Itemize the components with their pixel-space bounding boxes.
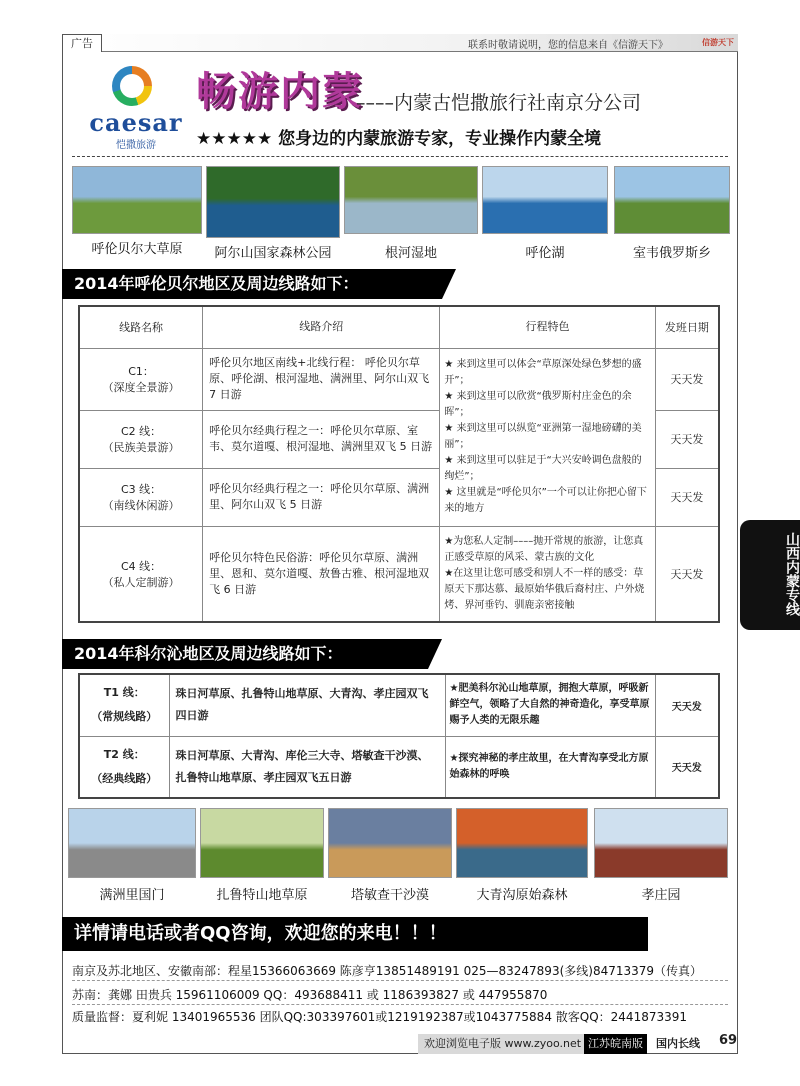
route-code: C3 线： xyxy=(120,483,162,496)
photo-arxan-forest-park xyxy=(206,166,340,238)
table-row xyxy=(79,736,719,798)
feature-item: ★ 来到这里可以欣赏“俄罗斯村庄金色的余晖”； xyxy=(444,391,632,418)
route-type: （私人定制游） xyxy=(102,575,180,589)
route-name-cell xyxy=(79,526,203,622)
route-intro: 呼伦贝尔地区南线+北线行程： 呼伦贝尔草原、呼伦湖、根河湿地、满洲里、阿尔山双飞 7 日游 xyxy=(203,348,440,410)
route-features-shared xyxy=(440,348,655,526)
photo-tamin-desert xyxy=(328,808,452,878)
photo-hulunbuir-grassland xyxy=(72,166,202,234)
route-type: （南线休闲游） xyxy=(102,499,180,512)
tagline: ★★★★★ 您身边的内蒙旅游专家，专业操作内蒙全境 xyxy=(196,129,602,149)
route-type: （常规线路） xyxy=(91,710,158,724)
photo-shiwei-village xyxy=(614,166,730,234)
contact-line-sunan: 苏南：龚娜 田贵兵 15961106009 QQ：493688411 或 1186393827 或 447955870 xyxy=(72,988,548,1002)
caesar-logo xyxy=(86,64,186,151)
source-note: 联系时敬请说明，您的信息来自《信游天下》 xyxy=(468,40,668,51)
route-name-cell xyxy=(79,468,203,526)
caption-genhe-wetland: 根河湿地 xyxy=(384,246,437,261)
table-header-row xyxy=(79,306,719,348)
horqin-routes-table xyxy=(78,673,720,799)
logo-wordmark: caesar xyxy=(89,108,183,137)
departure-date: 天天发 xyxy=(655,736,719,798)
contact-divider xyxy=(72,1004,728,1005)
top-header-bar xyxy=(62,34,738,52)
route-features-c4 xyxy=(440,526,655,622)
feature-item: ★为您私人定制––––抛开常规的旅游，让您真正感受草原的风采、蒙古族的文化 xyxy=(444,535,644,563)
photo-zalute-grassland xyxy=(200,808,324,878)
col-header-features: 行程特色 xyxy=(440,306,655,348)
route-name-cell xyxy=(79,348,203,410)
route-name-cell xyxy=(79,674,169,736)
route-intro: 珠日河草原、大青沟、库伦三大寺、塔敏查干沙漠、扎鲁特山地草原、孝庄园双飞五日游 xyxy=(169,736,445,798)
route-intro: 呼伦贝尔特色民俗游：呼伦贝尔草原、满洲里、恩和、莫尔道嘎、敖鲁古雅、根河湿地双飞 6 日游 xyxy=(203,526,440,622)
caption-shiwei-village: 室韦俄罗斯乡 xyxy=(632,246,711,261)
table-row xyxy=(79,674,719,736)
route-type: （经典线路） xyxy=(91,771,158,785)
footer-edition: 江苏皖南版 xyxy=(584,1034,647,1054)
main-title: 畅游内蒙 xyxy=(196,69,364,115)
route-type: （深度全景游） xyxy=(102,381,180,394)
company-name: ––––内蒙古恺撒旅行社南京分公司 xyxy=(356,92,642,114)
photo-genhe-wetland xyxy=(344,166,478,234)
feature-item: ★ 来到这里可以体会“草原深处绿色梦想的盛开”； xyxy=(444,359,642,386)
col-header-departure: 发班日期 xyxy=(655,306,719,348)
table-row xyxy=(79,348,719,410)
photo-daqinggou-forest xyxy=(456,808,588,878)
departure-date: 天天发 xyxy=(655,348,719,410)
logo-cn-name: 恺撒旅游 xyxy=(116,140,156,151)
route-intro: 呼伦贝尔经典行程之一：呼伦贝尔草原、室韦、莫尔道嘎、根河湿地、满洲里双飞 5 日游 xyxy=(203,410,440,468)
route-code: T2 线： xyxy=(103,747,145,761)
route-code: T1 线： xyxy=(103,686,145,700)
footer-section: 国内长线 xyxy=(656,1037,700,1050)
section-heading-hulunbuir: 2014年呼伦贝尔地区及周边线路如下： xyxy=(62,269,442,299)
footer-browse-note: 欢迎浏览电子版 www.zyoo.net xyxy=(418,1034,632,1054)
caption-manzhouli-gate: 满洲里国门 xyxy=(99,888,165,903)
route-intro: 呼伦贝尔经典行程之一：呼伦贝尔草原、满洲里、阿尔山双飞 5 日游 xyxy=(203,468,440,526)
side-category-tab: 山西内蒙专线 xyxy=(740,520,800,630)
departure-date: 天天发 xyxy=(655,410,719,468)
hulunbuir-routes-table xyxy=(78,305,720,623)
feature-item: ★在这里让您可感受和别人不一样的感受：草原天下那达慕、最原始华俄后裔村庄、户外烧烤、界河垂钓、驯鹿亲密接触 xyxy=(444,567,645,611)
photo-manzhouli-gate xyxy=(68,808,196,878)
section-heading-horqin: 2014年科尔沁地区及周边线路如下： xyxy=(62,639,428,669)
contact-line-nanjing: 南京及苏北地区、安徽南部：程星15366063669 陈彦亨13851489191 025—83247893(多线)84713379（传真） xyxy=(72,964,703,978)
route-type: （民族美景游） xyxy=(102,441,180,454)
logo-rings-icon xyxy=(112,66,152,106)
photo-xiaozhuang-garden xyxy=(594,808,728,878)
feature-item: ★ 来到这里可以纵览“亚洲第一湿地磅礴的美丽”； xyxy=(444,423,642,450)
contact-divider xyxy=(72,980,728,981)
contact-line-supervision: 质量监督：夏利妮 13401965536 团队QQ:303397601或1219192387或1043775884 散客QQ：2441873391 xyxy=(72,1010,688,1024)
feature-item: ★ 来到这里可以驻足于“大兴安岭调色盘般的绚烂”； xyxy=(444,455,642,482)
header-divider xyxy=(72,156,728,157)
photo-hulun-lake xyxy=(482,166,608,234)
route-code: C2 线： xyxy=(120,425,162,438)
route-code: C4 线： xyxy=(120,559,162,573)
route-name-cell xyxy=(79,736,169,798)
table-row xyxy=(79,526,719,622)
contact-banner: 详情请电话或者QQ咨询，欢迎您的来电！！！ xyxy=(62,917,648,951)
feature-item: ★ 这里就是“呼伦贝尔”一个可以让你把心留下来的地方 xyxy=(444,487,647,514)
caption-tamin-desert: 塔敏查干沙漠 xyxy=(350,888,429,903)
departure-date: 天天发 xyxy=(655,468,719,526)
caption-daqinggou-forest: 大青沟原始森林 xyxy=(476,888,568,903)
caption-zalute-grassland: 扎鲁特山地草原 xyxy=(216,888,308,903)
publication-logo: 信游天下 xyxy=(702,38,734,47)
caption-hulun-lake: 呼伦湖 xyxy=(525,246,565,261)
col-header-route-name: 线路名称 xyxy=(79,306,203,348)
ad-label: 广告 xyxy=(62,34,102,52)
route-intro: 珠日河草原、扎鲁特山地草原、大青沟、孝庄园双飞四日游 xyxy=(169,674,445,736)
departure-date: 天天发 xyxy=(655,674,719,736)
departure-date: 天天发 xyxy=(655,526,719,622)
caption-hulunbuir-grassland: 呼伦贝尔大草原 xyxy=(91,242,183,257)
route-feature: ★肥美科尔沁山地草原，拥抱大草原，呼吸新鲜空气，领略了大自然的神奇造化，享受草原赐予人类的无限乐趣 xyxy=(445,674,655,736)
route-code: C1： xyxy=(128,365,154,378)
route-name-cell xyxy=(79,410,203,468)
caption-arxan-forest-park: 阿尔山国家森林公园 xyxy=(214,246,332,261)
caption-xiaozhuang-garden: 孝庄园 xyxy=(641,888,681,903)
col-header-route-intro: 线路介绍 xyxy=(203,306,440,348)
route-feature: ★探究神秘的孝庄故里，在大青沟享受北方原始森林的呼唤 xyxy=(445,736,655,798)
page-number: 69 xyxy=(719,1033,738,1048)
